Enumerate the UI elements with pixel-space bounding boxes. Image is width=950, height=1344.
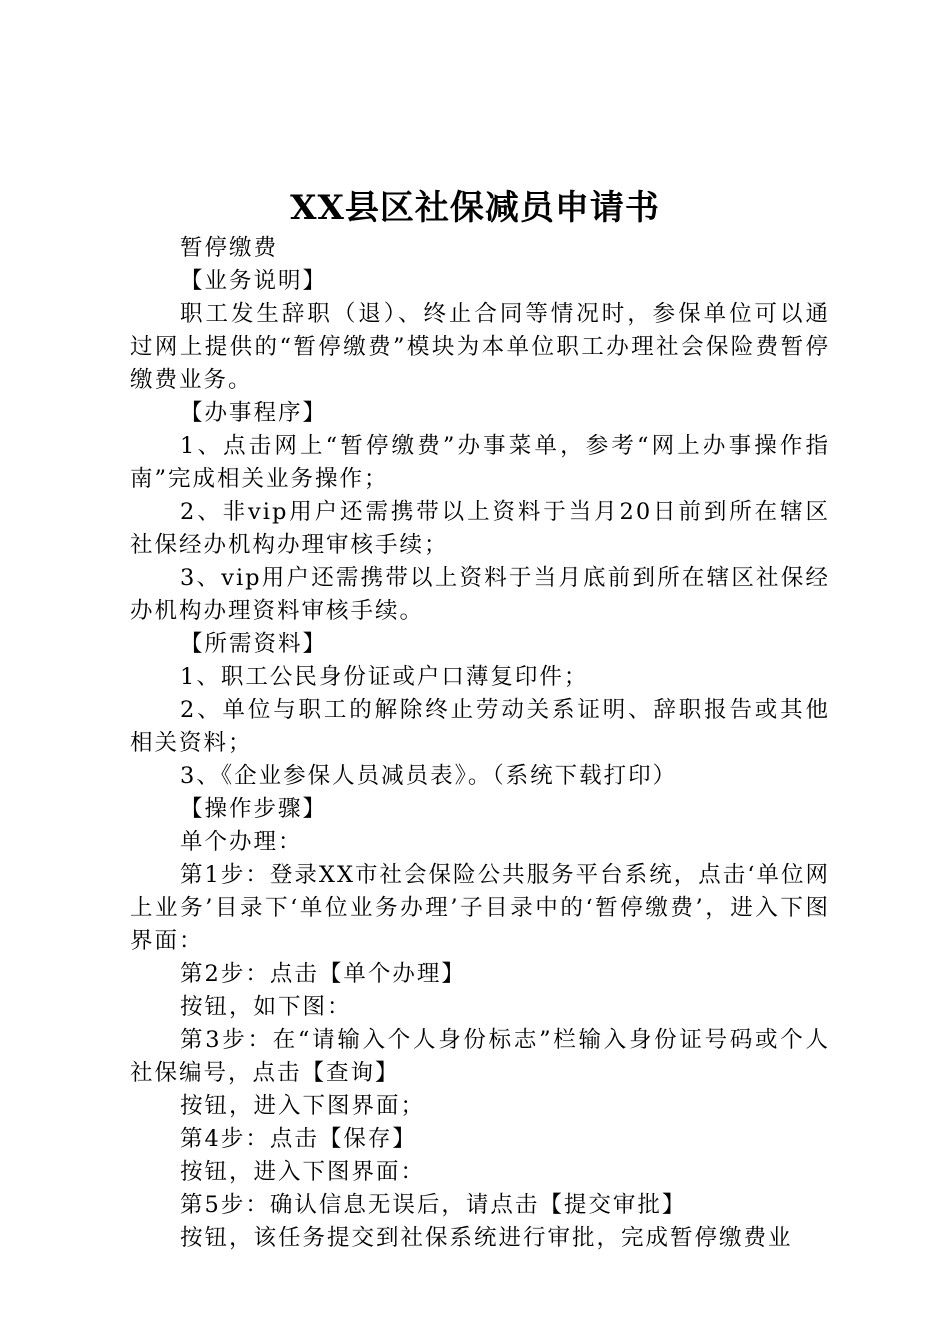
paragraph: 职工发生辞职（退）、终止合同等情况时，参保单位可以通过网上提供的“暂停缴费”模块为本单位职工办理社会保险费暂停缴费业务。 (130, 301, 830, 393)
step-item: 第1步：登录XX市社会保险公共服务平台系统，点击‘单位网上业务’目录下‘单位业务办理’子目录中的‘暂停缴费’，进入下图界面： (130, 862, 830, 954)
list-item: 3、《企业参保人员减员表》。（系统下载打印） (180, 763, 678, 789)
step-item: 第5步：确认信息无误后，请点击【提交审批】 (180, 1192, 687, 1218)
step-item: 第3步：在“请输入个人身份标志”栏输入身份证号码或个人社保编号，点击【查询】 (130, 1027, 830, 1086)
list-item: 1、职工公民身份证或户口薄复印件； (180, 664, 589, 690)
paragraph: 按钮，该任务提交到社保系统进行审批，完成暂停缴费业 (180, 1225, 793, 1251)
section-heading: 【操作步骤】 (180, 796, 328, 822)
list-item: 2、单位与职工的解除终止劳动关系证明、辞职报告或其他相关资料； (130, 697, 830, 756)
section-heading: 【业务说明】 (180, 268, 328, 294)
step-item: 第2步：点击【单个办理】 (180, 961, 466, 987)
paragraph: 按钮，进入下图界面： (180, 1159, 426, 1185)
step-item: 第4步：点击【保存】 (180, 1126, 417, 1152)
paragraph: 按钮，如下图： (180, 994, 352, 1020)
section-heading: 【所需资料】 (180, 631, 328, 657)
list-item: 2、非vip用户还需携带以上资料于当月20日前到所在辖区社保经办机构办理审核手续； (130, 499, 830, 558)
document-title: XX县区社保减员申请书 (290, 188, 660, 228)
list-item: 1、点击网上“暂停缴费”办事菜单，参考“网上办事操作指南”完成相关业务操作； (130, 433, 830, 492)
section-heading: 【办事程序】 (180, 400, 328, 426)
list-item: 3、vip用户还需携带以上资料于当月底前到所在辖区社保经办机构办理资料审核手续。 (130, 565, 830, 624)
paragraph: 单个办理： (180, 829, 303, 855)
paragraph: 按钮，进入下图界面； (180, 1093, 426, 1119)
paragraph: 暂停缴费 (180, 235, 279, 261)
document-body (130, 232, 830, 1255)
